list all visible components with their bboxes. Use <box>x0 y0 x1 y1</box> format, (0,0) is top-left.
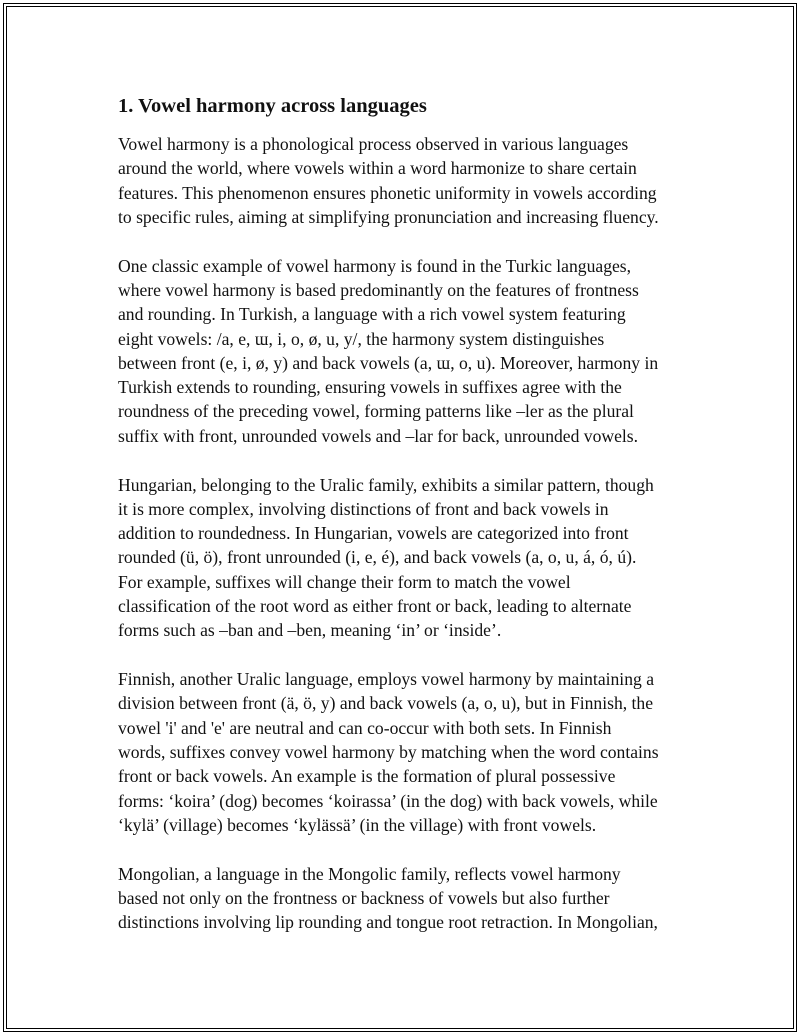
text-line: Finnish, another Uralic language, employs vowel harmony by maintaining a <box>118 669 654 690</box>
paragraph-hungarian <box>118 473 686 643</box>
text-line: Mongolian, a language in the Mongolic family, reflects vowel harmony <box>118 863 621 884</box>
text-line: addition to roundedness. In Hungarian, vowels are categorized into front <box>118 523 629 544</box>
text-line: to specific rules, aiming at simplifying pronunciation and increasing fluency. <box>118 206 659 227</box>
text-line: where vowel harmony is based predominantly on the features of frontness <box>118 279 639 300</box>
text-line: suffix with front, unrounded vowels and –lar for back, unrounded vowels. <box>118 425 639 446</box>
text-line: forms: ‘koira’ (dog) becomes ‘koirassa’ (in the dog) with back vowels, while <box>118 790 658 811</box>
text-line: based not only on the frontness or backness of vowels but also further <box>118 888 610 909</box>
document-body <box>118 93 686 959</box>
text-line: classification of the root word as either front or back, leading to alternate <box>118 596 632 617</box>
text-line: it is more complex, involving distinctions of front and back vowels in <box>118 498 609 519</box>
paragraph-finnish <box>118 667 686 837</box>
text-line: For example, suffixes will change their form to match the vowel <box>118 571 571 592</box>
section-heading: 1. Vowel harmony across languages <box>118 95 427 117</box>
text-line: rounded (ü, ö), front unrounded (i, e, é), and back vowels (a, o, u, á, ó, ú). <box>118 547 637 568</box>
text-line: vowel 'i' and 'e' are neutral and can co-occur with both sets. In Finnish <box>118 717 612 738</box>
text-line: Vowel harmony is a phonological process observed in various languages <box>118 134 629 154</box>
text-line: One classic example of vowel harmony is found in the Turkic languages, <box>118 255 632 276</box>
text-line: and rounding. In Turkish, a language with a rich vowel system featuring <box>118 304 626 325</box>
text-line: between front (e, i, ø, y) and back vowels (a, ɯ, o, u). Moreover, harmony in <box>118 352 659 373</box>
text-line: distinctions involving lip rounding and tongue root retraction. In Mongolian, <box>118 912 658 933</box>
text-line: features. This phenomenon ensures phonetic uniformity in vowels according <box>118 182 657 203</box>
paragraph-turkic <box>118 254 686 448</box>
text-line: eight vowels: /a, e, ɯ, i, o, ø, u, y/, the harmony system distinguishes <box>118 328 605 349</box>
text-line: forms such as –ban and –ben, meaning ‘in’ or ‘inside’. <box>118 620 502 641</box>
text-line: ‘kylä’ (village) becomes ‘kylässä’ (in the village) with front vowels. <box>118 814 597 835</box>
text-line: words, suffixes convey vowel harmony by matching when the word contains <box>118 742 659 763</box>
text-line: front or back vowels. An example is the formation of plural possessive <box>118 766 616 787</box>
text-line: division between front (ä, ö, y) and back vowels (a, o, u), but in Finnish, the <box>118 693 654 714</box>
text-line: Hungarian, belonging to the Uralic family, exhibits a similar pattern, though <box>118 474 654 495</box>
text-line: roundness of the preceding vowel, forming patterns like –ler as the plural <box>118 401 634 422</box>
text-line: Turkish extends to rounding, ensuring vowels in suffixes agree with the <box>118 377 622 398</box>
text-line: around the world, where vowels within a word harmonize to share certain <box>118 158 637 179</box>
paragraph-mongolian <box>118 862 686 935</box>
paragraph-intro <box>118 132 686 229</box>
